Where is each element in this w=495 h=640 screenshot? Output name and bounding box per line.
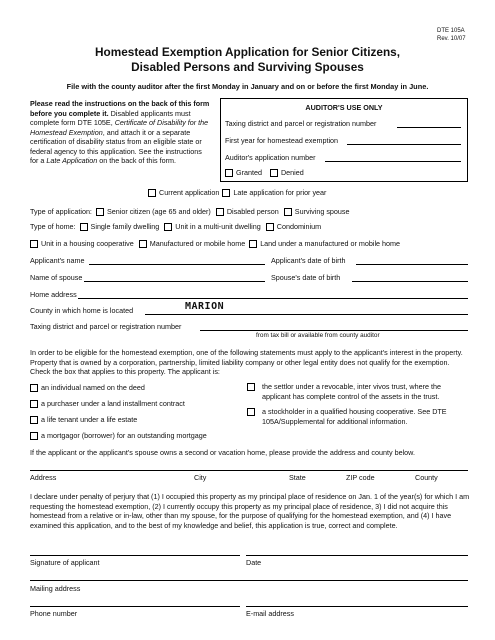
single-family-checkbox[interactable]	[80, 223, 88, 231]
land-installment-checkbox[interactable]	[30, 400, 38, 408]
senior-citizen-label: Senior citizen (age 65 and older)	[106, 207, 211, 216]
date-label: Date	[246, 558, 262, 567]
land-under-mobile-checkbox[interactable]	[249, 240, 257, 248]
county-field[interactable]	[145, 314, 468, 315]
state-label: State	[289, 473, 306, 482]
title-line-2: Disabled Persons and Surviving Spouses	[131, 60, 364, 75]
taxing-district-label: Taxing district and parcel or registration number	[30, 322, 182, 331]
eligibility-text: In order to be eligible for the homestead exemption, one of the following statements must apply to the applicant's interest in the property. Property that is owned by a corporation, partnership, limited liability company or other legal entity does not qualify for the exemption. Check the box that applies to this property. The applicant is:	[30, 348, 463, 376]
current-application-checkbox[interactable]	[148, 189, 156, 197]
signature-field[interactable]	[30, 555, 240, 556]
housing-coop-checkbox[interactable]	[30, 240, 38, 248]
applicant-name-field[interactable]	[89, 264, 265, 265]
address-label: Address	[30, 473, 57, 482]
multi-unit-label: Unit in a multi-unit dwelling	[175, 222, 261, 231]
denied-checkbox[interactable]	[270, 169, 278, 177]
senior-citizen-checkbox[interactable]	[96, 208, 104, 216]
mailing-address-label: Mailing address	[30, 584, 81, 593]
auditor-first-year-label: First year for homestead exemption	[225, 136, 339, 145]
intro-text-1: Disabled applicants must complete form DTE 105E,	[30, 108, 191, 127]
type-of-home-label: Type of home:	[30, 222, 76, 231]
stockholder-checkbox[interactable]	[247, 408, 255, 416]
declaration-text: I declare under penalty of perjury that (1) I occupied this property as my principal place of residence on Jan. 1 of the year(s) for which I am requesting the homestead exemption, (2) I currently occupy this property as my principal place of residence, 3) I did not acquire this homestead from a relative or in-law, other than my spouse, for the purpose of qualifying for the homestead exemption, and (4) I have examined this application, and to the best of my knowledge and belief, this application is true, correct and complete.	[30, 492, 470, 530]
intro-bold: Please read the instructions on the back of this form before you complete it.	[30, 99, 210, 118]
eligibility-left-column	[30, 382, 256, 441]
phone-field[interactable]	[30, 606, 240, 607]
county-value[interactable]: MARION	[185, 301, 225, 312]
auditor-box-title: AUDITOR'S USE ONLY	[305, 103, 383, 112]
auditor-use-box	[220, 98, 468, 182]
individual-deed-checkbox[interactable]	[30, 384, 38, 392]
application-timing-row	[148, 188, 326, 198]
county-label: County in which home is located	[30, 306, 134, 315]
city-label: City	[194, 473, 207, 482]
intro-italic-1: Certificate of Disability for the Homestead Exemption	[30, 118, 209, 137]
auditor-status-row	[225, 168, 304, 178]
zip-label: ZIP code	[346, 473, 375, 482]
auditor-app-number-line[interactable]	[325, 161, 461, 162]
mortgagor-label: a mortgagor (borrower) for an outstanding mortgage	[41, 430, 207, 440]
granted-label: Granted	[236, 168, 262, 177]
intro-italic-2: Late Application	[46, 156, 98, 165]
signature-label: Signature of applicant	[30, 558, 100, 567]
late-application-checkbox[interactable]	[222, 189, 230, 197]
individual-deed-label: an individual named on the deed	[41, 382, 145, 392]
settlor-trust-checkbox[interactable]	[247, 383, 255, 391]
email-label: E-mail address	[246, 609, 294, 618]
second-home-text: If the applicant or the applicant's spouse owns a second or vacation home, please provide the address and county below.	[30, 448, 415, 457]
form-code	[437, 28, 466, 44]
auditor-taxing-district-label: Taxing district and parcel or registration number	[225, 119, 377, 128]
spouse-name-label: Name of spouse	[30, 273, 83, 282]
taxing-district-field[interactable]	[200, 330, 468, 331]
mortgagor-checkbox[interactable]	[30, 432, 38, 440]
eligibility-right-column	[247, 382, 469, 427]
mobile-home-checkbox[interactable]	[139, 240, 147, 248]
second-home-address-field[interactable]	[30, 470, 468, 471]
date-field[interactable]	[246, 555, 468, 556]
address-row-labels	[30, 473, 470, 483]
home-address-label: Home address	[30, 290, 77, 299]
late-application-label: Late application for prior year	[233, 188, 327, 197]
stockholder-label: a stockholder in a qualified housing cooperative. See DTE 105A/Supplemental for additional information.	[262, 407, 447, 427]
condominium-checkbox[interactable]	[266, 223, 274, 231]
surviving-spouse-label: Surviving spouse	[294, 207, 350, 216]
auditor-app-number-label: Auditor's application number	[225, 153, 316, 162]
life-tenant-checkbox[interactable]	[30, 416, 38, 424]
type-of-application-label: Type of application:	[30, 207, 92, 216]
type-of-application-row	[30, 207, 350, 217]
disabled-person-label: Disabled person	[226, 207, 279, 216]
current-application-label: Current application	[159, 188, 220, 197]
intro-text-3: on the back of this form.	[97, 156, 176, 165]
surviving-spouse-checkbox[interactable]	[284, 208, 292, 216]
phone-label: Phone number	[30, 609, 78, 618]
form-code-text: DTE 105A	[437, 28, 465, 34]
life-tenant-label: a life tenant under a life estate	[41, 414, 138, 424]
denied-label: Denied	[280, 168, 304, 177]
land-installment-label: a purchaser under a land installment contract	[41, 398, 185, 408]
home-address-field[interactable]	[78, 298, 468, 299]
housing-coop-label: Unit in a housing cooperative	[41, 239, 134, 248]
revision-text: Rev. 10/07	[437, 35, 466, 42]
spouse-dob-field[interactable]	[352, 281, 468, 282]
email-field[interactable]	[246, 606, 468, 607]
single-family-label: Single family dwelling	[90, 222, 160, 231]
condominium-label: Condominium	[276, 222, 322, 231]
applicant-name-label: Applicant's name	[30, 256, 85, 265]
page-title	[0, 45, 495, 76]
file-instruction: File with the county auditor after the first Monday in January and on or before the first Monday in June.	[66, 82, 429, 91]
applicant-dob-field[interactable]	[356, 264, 468, 265]
applicant-dob-label: Applicant's date of birth	[271, 256, 346, 265]
type-of-home-row-2	[30, 239, 400, 249]
granted-checkbox[interactable]	[225, 169, 233, 177]
auditor-first-year-line[interactable]	[347, 144, 461, 145]
mobile-home-label: Manufactured or mobile home	[149, 239, 246, 248]
mailing-address-field[interactable]	[30, 580, 468, 581]
from-tax-bill-note: from tax bill or available from county auditor	[256, 332, 380, 339]
multi-unit-checkbox[interactable]	[164, 223, 172, 231]
county-row-label: County	[415, 473, 438, 482]
disabled-person-checkbox[interactable]	[216, 208, 224, 216]
auditor-taxing-district-line[interactable]	[397, 127, 461, 128]
spouse-dob-label: Spouse's date of birth	[271, 273, 341, 282]
spouse-name-field[interactable]	[84, 281, 265, 282]
intro-text-2: , and attach it or a separate certification of disability status from an eligible state or federal agency to this application. See the instructions for a	[30, 127, 202, 165]
land-under-mobile-label: Land under a manufactured or mobile home	[260, 239, 401, 248]
intro-paragraph	[30, 99, 212, 166]
title-line-1: Homestead Exemption Application for Senior Citizens,	[94, 45, 400, 59]
type-of-home-row-1	[30, 222, 321, 232]
settlor-trust-label: the settlor under a revocable, inter vivos trust, where the applicant has complete control of the assets in the trust.	[262, 382, 441, 401]
